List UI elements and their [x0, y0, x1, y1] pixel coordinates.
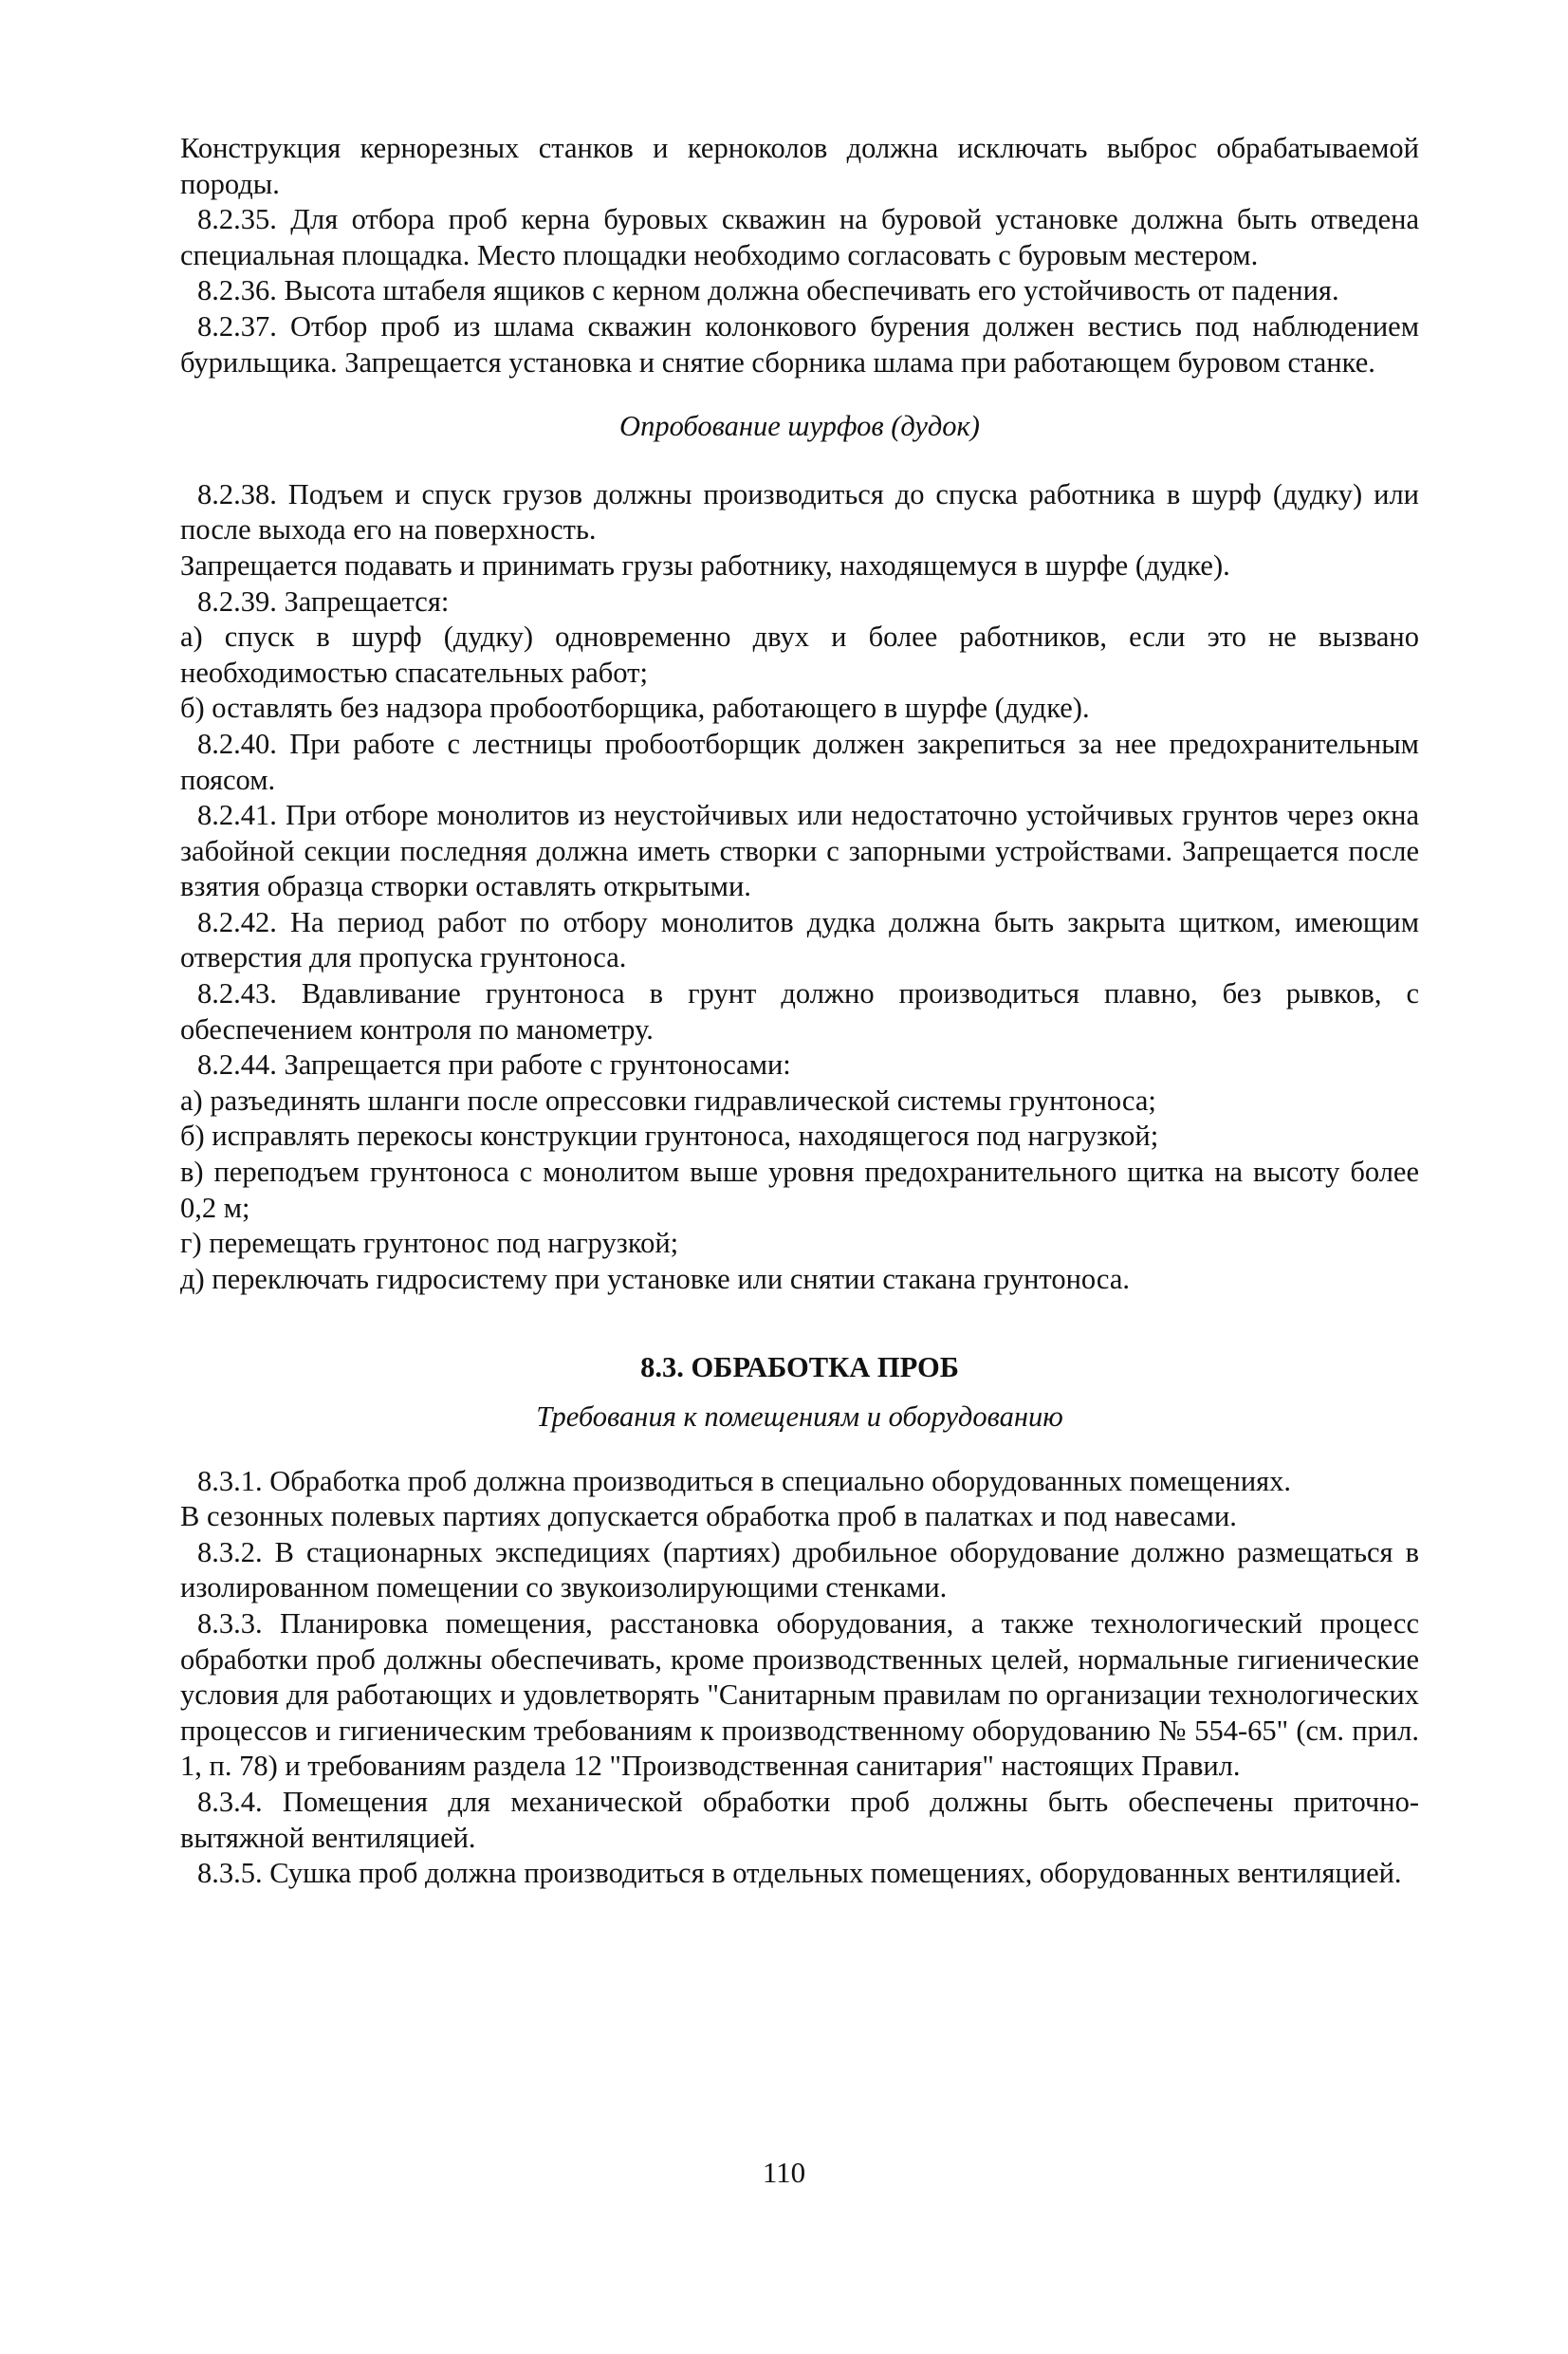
- clause-8-2-43: 8.2.43. Вдавливание грунтоноса в грунт должно производиться плавно, без рывков, с обеспечением контроля по манометру.: [180, 977, 1419, 1046]
- clause-8-3-1: 8.3.1. Обработка проб должна производиться в специально оборудованных помещениях.: [197, 1464, 1292, 1497]
- list-item: б) исправлять перекосы конструкции грунтоноса, находящегося под нагрузкой;: [180, 1120, 1159, 1153]
- paragraph: Конструкция кернорезных станков и керноколов должна исключать выброс обрабатываемой породы.: [180, 132, 1419, 200]
- paragraph: Запрещается подавать и принимать грузы работнику, находящемуся в шурфе (дудке).: [180, 548, 1230, 582]
- clause-8-2-39: 8.2.39. Запрещается:: [197, 584, 450, 618]
- clause-8-2-36: 8.2.36. Высота штабеля ящиков с керном должна обеспечивать его устойчивость от падения.: [197, 274, 1339, 307]
- document-body: [180, 131, 1419, 1892]
- list-item: а) разъединять шланги после опрессовки гидравлической системы грунтоноса;: [180, 1084, 1156, 1117]
- clause-8-3-4: 8.3.4. Помещения для механической обработки проб должны быть обеспечены приточно-вытяжной вентиляцией.: [180, 1785, 1419, 1854]
- clause-8-2-40: 8.2.40. При работе с лестницы пробоотборщик должен закрепиться за нее предохранительным поясом.: [180, 727, 1419, 796]
- clause-8-3-3: 8.3.3. Планировка помещения, расстановка оборудования, а также технологический процесс обработки проб должны обеспечивать, кроме производственных целей, нормальные гигиенические условия для работающих и удовлетворять "Санитарным правилам по организации технологических процессов и гигиеническим требованиям к производственному оборудованию № 554-65" (см. прил. 1, п. 78) и требованиям раздела 12 "Производственная санитария" настоящих Правил.: [180, 1606, 1419, 1783]
- clause-8-2-41: 8.2.41. При отборе монолитов из неустойчивых или недостаточно устойчивых грунтов через окна забойной секции последняя должна иметь створки с запорными устройствами. Запрещается после взятия образца створки оставлять открытыми.: [180, 799, 1419, 903]
- list-item: в) переподъем грунтоноса с монолитом выше уровня предохранительного щитка на высоту более 0,2 м;: [180, 1156, 1419, 1224]
- clause-8-2-38: 8.2.38. Подъем и спуск грузов должны производиться до спуска работника в шурф (дудку) или после выхода его на поверхность.: [180, 477, 1419, 547]
- list-item: а) спуск в шурф (дудку) одновременно двух и более работников, если это не вызвано необходимостью спасательных работ;: [180, 621, 1419, 689]
- section-title: 8.3. ОБРАБОТКА ПРОБ: [640, 1351, 959, 1384]
- list-item: г) перемещать грунтонос под нагрузкой;: [180, 1227, 679, 1260]
- clause-8-2-35: 8.2.35. Для отбора проб керна буровых скважин на буровой установке должна быть отведена специальная площадка. Место площадки необходимо согласовать с буровым местером.: [180, 203, 1419, 271]
- clause-8-3-2: 8.3.2. В стационарных экспедициях (партиях) дробильное оборудование должно размещаться в изолированном помещении со звукоизолирующими стенками.: [180, 1535, 1419, 1604]
- subheading-pit-sampling: Опробование шурфов (дудок): [619, 410, 980, 443]
- subheading-premises-requirements: Требования к помещениям и оборудованию: [536, 1400, 1063, 1433]
- clause-8-2-37: 8.2.37. Отбор проб из шлама скважин колонкового бурения должен вестись под наблюдением бурильщика. Запрещается установка и снятие сборника шлама при работающем буровом станке.: [180, 309, 1419, 379]
- page-number: 110: [762, 2156, 806, 2189]
- clause-8-3-5: 8.3.5. Сушка проб должна производиться в отдельных помещениях, оборудованных вентиляцией.: [197, 1857, 1402, 1890]
- list-item: б) оставлять без надзора пробоотборщика, работающего в шурфе (дудке).: [180, 692, 1090, 725]
- clause-8-2-42: 8.2.42. На период работ по отбору монолитов дудка должна быть закрыта щитком, имеющим отверстия для пропуска грунтоноса.: [180, 905, 1419, 974]
- list-item: д) переключать гидросистему при установке или снятии стакана грунтоноса.: [180, 1262, 1130, 1295]
- clause-8-2-44: 8.2.44. Запрещается при работе с грунтоносами:: [197, 1048, 791, 1082]
- paragraph: В сезонных полевых партиях допускается обработка проб в палатках и под навесами.: [180, 1500, 1237, 1533]
